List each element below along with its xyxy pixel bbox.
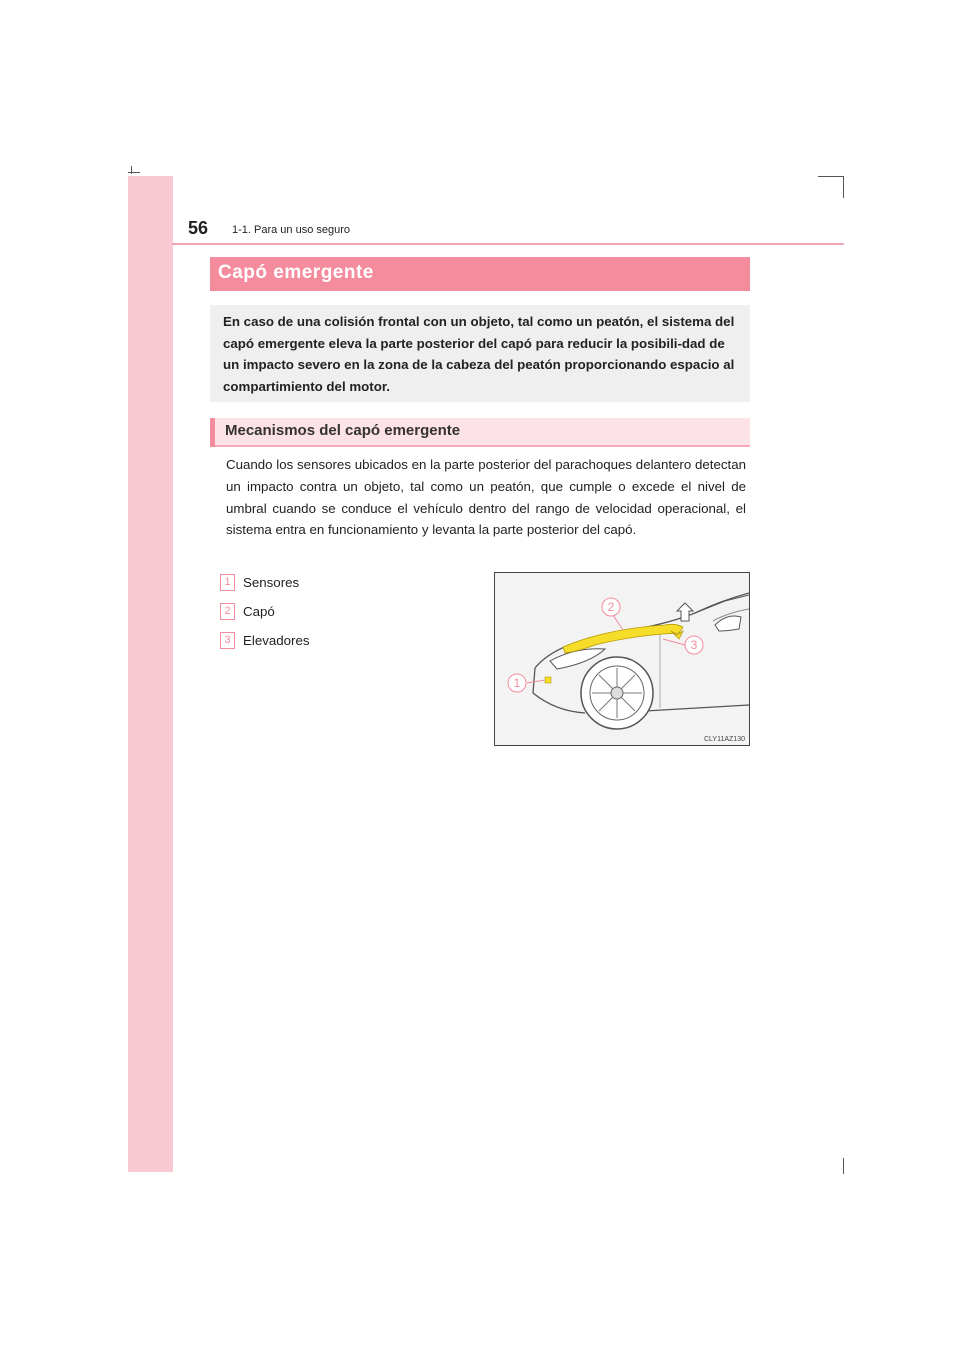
header-rule — [172, 243, 844, 245]
intro-box — [210, 305, 750, 402]
subsection-header — [210, 418, 750, 447]
list-item — [220, 597, 310, 626]
callout-2-label: 2 — [607, 600, 615, 614]
item-label: Capó — [243, 604, 275, 619]
crop-mark-top-right-v — [843, 176, 844, 198]
side-color-band — [128, 176, 173, 1172]
callout-3-label: 3 — [690, 638, 698, 652]
item-label: Elevadores — [243, 633, 310, 648]
list-item — [220, 568, 310, 597]
item-number: 1 — [220, 574, 235, 591]
subsection-title: Mecanismos del capó emergente — [225, 422, 461, 439]
parts-list — [220, 568, 310, 655]
item-label: Sensores — [243, 575, 300, 590]
figure-code: CLY11AZ130 — [704, 736, 745, 743]
section-title-bar — [210, 257, 750, 291]
crop-mark-top-right — [818, 176, 844, 177]
item-number: 3 — [220, 632, 235, 649]
subsection-accent — [210, 418, 215, 447]
page-number: 56 — [188, 218, 209, 238]
car-hood-illustration — [494, 572, 750, 746]
section-breadcrumb: 1-1. Para un uso seguro — [232, 224, 351, 236]
section-title: Capó emergente — [218, 262, 374, 283]
callout-1-label: 1 — [513, 676, 521, 690]
intro-text: En caso de una colisión frontal con un objeto, tal como un peatón, el sistema del capó emergente eleva la parte posterior del capó para reducir la posibili-dad de un impacto severo en la zona de la cabeza del peatón proporcionando espacio al compartimiento del motor. — [223, 314, 735, 394]
body-paragraph: Cuando los sensores ubicados en la parte posterior del parachoques delantero detectan un impacto contra un objeto, tal como un peatón, que cumple o excede el nivel de umbral cuando se conduce el vehículo dentro del rango de velocidad operacional, el sistema entra en funcionamiento y levanta la parte posterior del capó. — [226, 457, 746, 538]
list-item — [220, 626, 310, 655]
car-front-drawing — [495, 573, 749, 745]
item-number: 2 — [220, 603, 235, 620]
crop-mark-bottom-right — [843, 1158, 844, 1174]
crop-mark-top-left-v — [131, 166, 132, 174]
crop-mark-top-left — [128, 172, 140, 173]
